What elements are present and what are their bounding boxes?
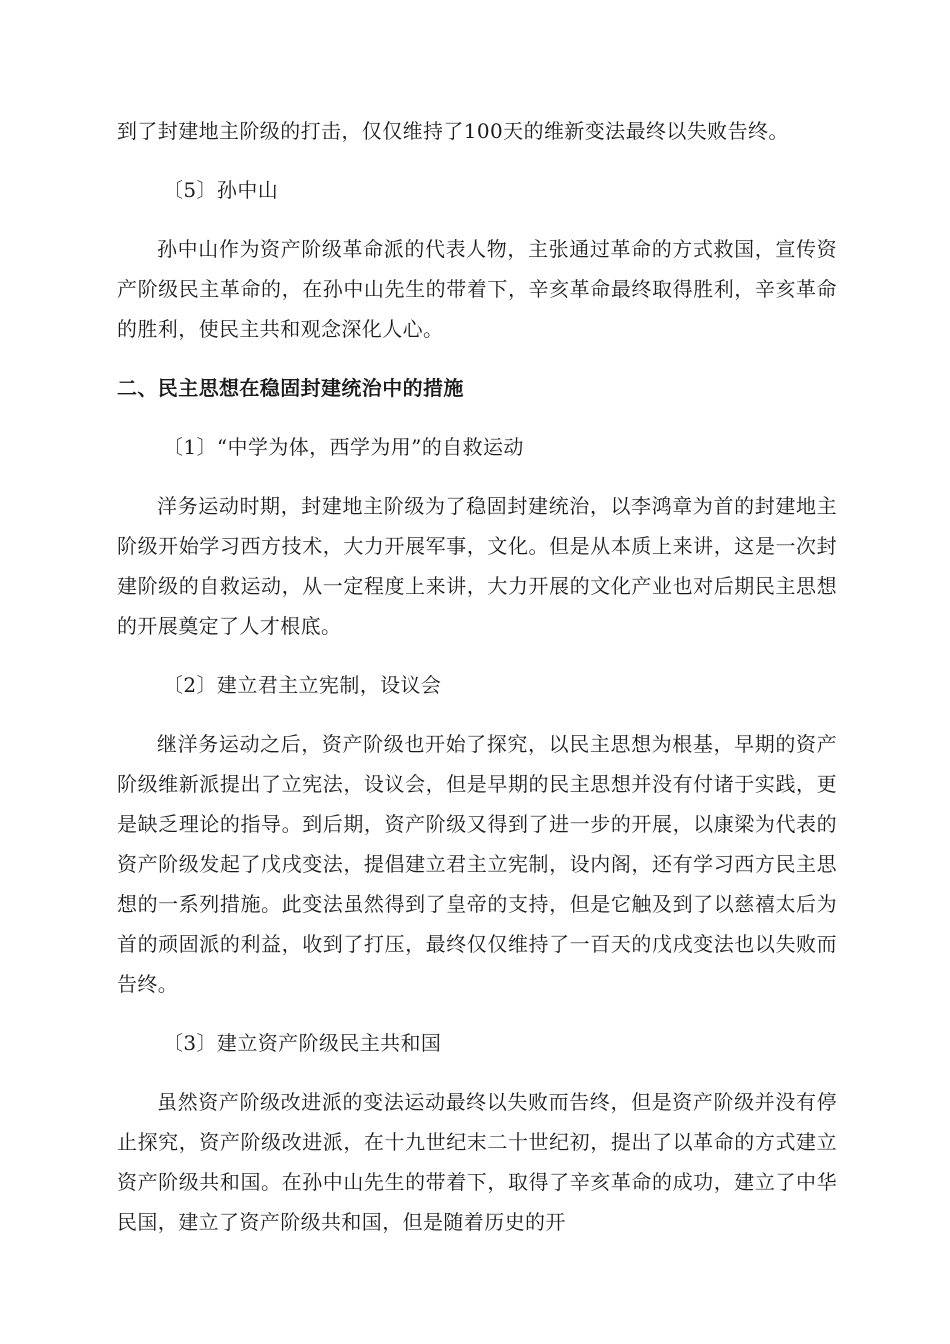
subsection-3-heading: 〔3〕建立资产阶级民主共和国: [163, 1031, 442, 1055]
continuation-paragraph: 到了封建地主阶级的打击，仅仅维持了100天的维新变法最终以失败告终。: [117, 119, 789, 143]
subsection-1-paragraph: 洋务运动时期，封建地主阶级为了稳固封建统治，以李鸿章为首的封建地主阶级开始学习西方技术，大力开展军事，文化。但是从本质上来讲，这是一次封建阶级的自救运动，从一定程度上来讲，大力开展的文化产业也对后期民主思想的开展奠定了人才根底。: [117, 494, 837, 638]
subsection-2-paragraph: 继洋务运动之后，资产阶级也开始了探究，以民主思想为根基，早期的资产阶级维新派提出了立宪法，设议会，但是早期的民主思想并没有付诸于实践，更是缺乏理论的指导。到后期，资产阶级又得到了进一步的开展，以康梁为代表的资产阶级发起了戊戌变法，提倡建立君主立宪制，设内阁，还有学习西方民主思想的一系列措施。此变法虽然得到了皇帝的支持，但是它触及到了以慈禧太后为首的顽固派的利益，收到了打压，最终仅仅维持了一百天的戊戌变法也以失败而告终。: [117, 732, 837, 996]
subsection-3-paragraph: 虽然资产阶级改进派的变法运动最终以失败而告终，但是资产阶级并没有停止探究，资产阶级改进派，在十九世纪末二十世纪初，提出了以革命的方式建立资产阶级共和国。在孙中山先生的带着下，取得了辛亥革命的成功，建立了中华民国，建立了资产阶级共和国，但是随着历史的开: [117, 1090, 837, 1234]
subsection-1-heading: 〔1〕“中学为体，西学为用”的自救运动: [163, 435, 524, 459]
item-5-paragraph: 孙中山作为资产阶级革命派的代表人物，主张通过革命的方式救国，宣传资产阶级民主革命的，在孙中山先生的带着下，辛亥革命最终取得胜利，辛亥革命的胜利，使民主共和观念深化人心。: [117, 237, 837, 341]
section-2-heading: 二、民主思想在稳固封建统治中的措施: [117, 376, 464, 400]
document-body: [117, 111, 837, 1242]
item-5-heading: 〔5〕孙中山: [163, 178, 279, 202]
subsection-2-heading: 〔2〕建立君主立宪制，设议会: [163, 673, 442, 697]
